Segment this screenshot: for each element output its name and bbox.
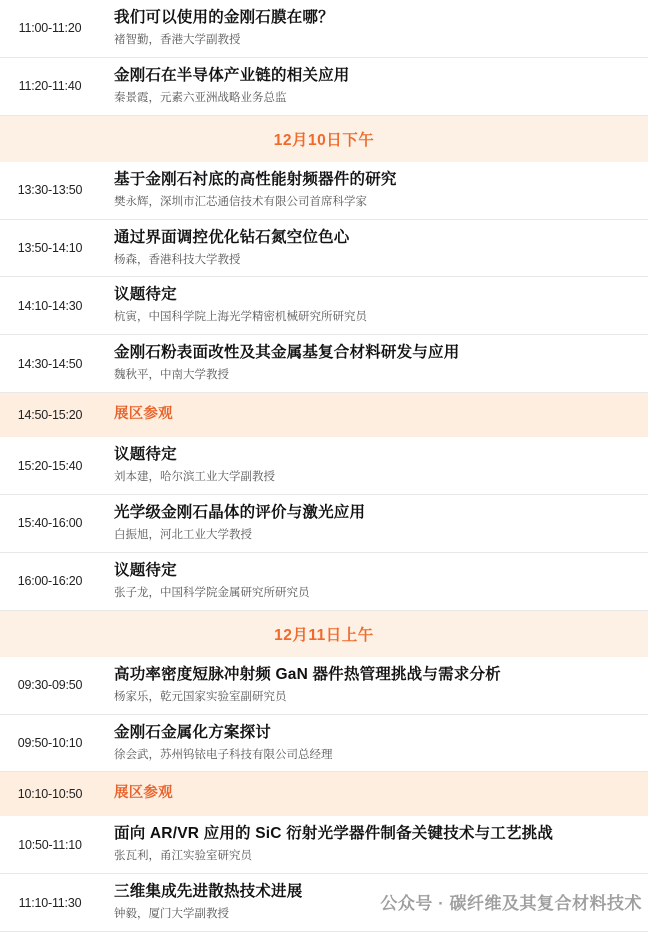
agenda-session-row xyxy=(0,495,648,553)
agenda-day-header xyxy=(0,611,648,657)
session-time: 11:00-11:20 xyxy=(18,21,82,36)
session-body xyxy=(100,0,648,57)
agenda-session-row xyxy=(0,816,648,874)
session-body xyxy=(100,437,648,494)
session-speaker: 徐会武，苏州钨铱电子科技有限公司总经理 xyxy=(114,748,333,761)
agenda-session-row xyxy=(0,553,648,611)
agenda-break-row xyxy=(0,393,648,437)
session-time: 15:20-15:40 xyxy=(17,458,83,473)
session-time: 14:30-14:50 xyxy=(17,356,83,371)
session-time: 14:50-15:20 xyxy=(17,408,83,423)
session-body xyxy=(100,58,648,115)
session-speaker: 白振旭，河北工业大学教授 xyxy=(114,528,252,541)
agenda-day-header xyxy=(0,116,648,162)
session-time: 10:10-10:50 xyxy=(17,787,83,802)
session-body xyxy=(100,277,648,334)
session-title: 光学级金刚石晶体的评价与激光应用 xyxy=(114,504,366,522)
session-speaker: 杨森，香港科技大学教授 xyxy=(114,253,241,266)
day-header-label: 12月11日上午 xyxy=(274,626,374,644)
session-body xyxy=(100,772,648,816)
session-body xyxy=(100,162,648,219)
agenda-session-row xyxy=(0,874,648,932)
session-body xyxy=(100,715,648,772)
watermark-label: 公众号 · 碳纤维及其复合材料技术 xyxy=(380,894,642,914)
session-body xyxy=(100,393,648,437)
session-title: 议题待定 xyxy=(114,561,177,579)
session-title: 议题待定 xyxy=(114,446,177,464)
session-speaker: 褚智勤，香港大学副教授 xyxy=(114,33,241,46)
session-title: 金刚石在半导体产业链的相关应用 xyxy=(114,66,350,84)
session-speaker: 樊永辉，深圳市汇芯通信技术有限公司首席科学家 xyxy=(114,195,367,208)
session-title: 通过界面调控优化钻石氮空位色心 xyxy=(114,228,350,246)
session-body xyxy=(100,553,648,610)
agenda-session-row xyxy=(0,58,648,116)
session-title: 高功率密度短脉冲射频 GaN 器件热管理挑战与需求分析 xyxy=(114,665,501,683)
agenda-session-row xyxy=(0,220,648,278)
session-title: 基于金刚石衬底的高性能射频器件的研究 xyxy=(114,170,397,188)
session-body xyxy=(100,495,648,552)
session-time: 10:50-11:10 xyxy=(18,837,82,852)
session-speaker: 钟毅，厦门大学副教授 xyxy=(114,908,229,921)
session-time: 11:20-11:40 xyxy=(18,79,82,94)
session-speaker: 杨家乐，乾元国家实验室副研究员 xyxy=(114,690,287,703)
day-header-label: 12月10日下午 xyxy=(273,131,375,149)
agenda-session-row xyxy=(0,715,648,773)
session-title: 面向 AR/VR 应用的 SiC 衍射光学器件制备关键技术与工艺挑战 xyxy=(114,825,554,843)
session-speaker: 刘本建，哈尔滨工业大学副教授 xyxy=(114,471,275,484)
session-time: 15:40-16:00 xyxy=(17,516,83,531)
session-body xyxy=(100,657,648,714)
session-title: 三维集成先进散热技术进展 xyxy=(114,883,303,901)
session-time: 13:50-14:10 xyxy=(17,241,83,255)
session-title: 展区参观 xyxy=(114,785,173,802)
session-body xyxy=(100,816,648,873)
session-speaker: 杭寅，中国科学院上海光学精密机械研究所研究员 xyxy=(114,311,367,324)
agenda-break-row xyxy=(0,772,648,816)
session-time: 09:30-09:50 xyxy=(17,678,83,693)
agenda-session-row xyxy=(0,657,648,715)
session-title: 展区参观 xyxy=(114,405,173,422)
session-title: 议题待定 xyxy=(114,286,177,304)
session-time: 11:10-11:30 xyxy=(18,895,82,910)
session-title: 金刚石粉表面改性及其金属基复合材料研发与应用 xyxy=(114,344,460,362)
session-title: 我们可以使用的金刚石膜在哪？ xyxy=(114,9,334,26)
session-speaker: 张瓦利，甬江实验室研究员 xyxy=(114,850,252,863)
agenda-session-row xyxy=(0,162,648,220)
session-speaker: 魏秋平，中南大学教授 xyxy=(114,369,229,382)
session-time: 09:50-10:10 xyxy=(17,736,83,751)
agenda-session-row xyxy=(0,277,648,335)
session-body xyxy=(100,335,648,392)
session-time: 13:30-13:50 xyxy=(17,183,83,198)
session-time: 14:10-14:30 xyxy=(17,298,83,313)
session-title: 金刚石金属化方案探讨 xyxy=(114,723,272,741)
session-time: 16:00-16:20 xyxy=(17,574,83,589)
session-speaker: 张子龙，中国科学院金属研究所研究员 xyxy=(114,586,310,599)
agenda-session-row xyxy=(0,335,648,393)
agenda-session-row xyxy=(0,437,648,495)
session-speaker: 秦景霞，元素六亚洲战略业务总监 xyxy=(114,91,287,104)
agenda-session-row xyxy=(0,0,648,58)
session-body xyxy=(100,874,648,931)
session-body xyxy=(100,220,648,277)
